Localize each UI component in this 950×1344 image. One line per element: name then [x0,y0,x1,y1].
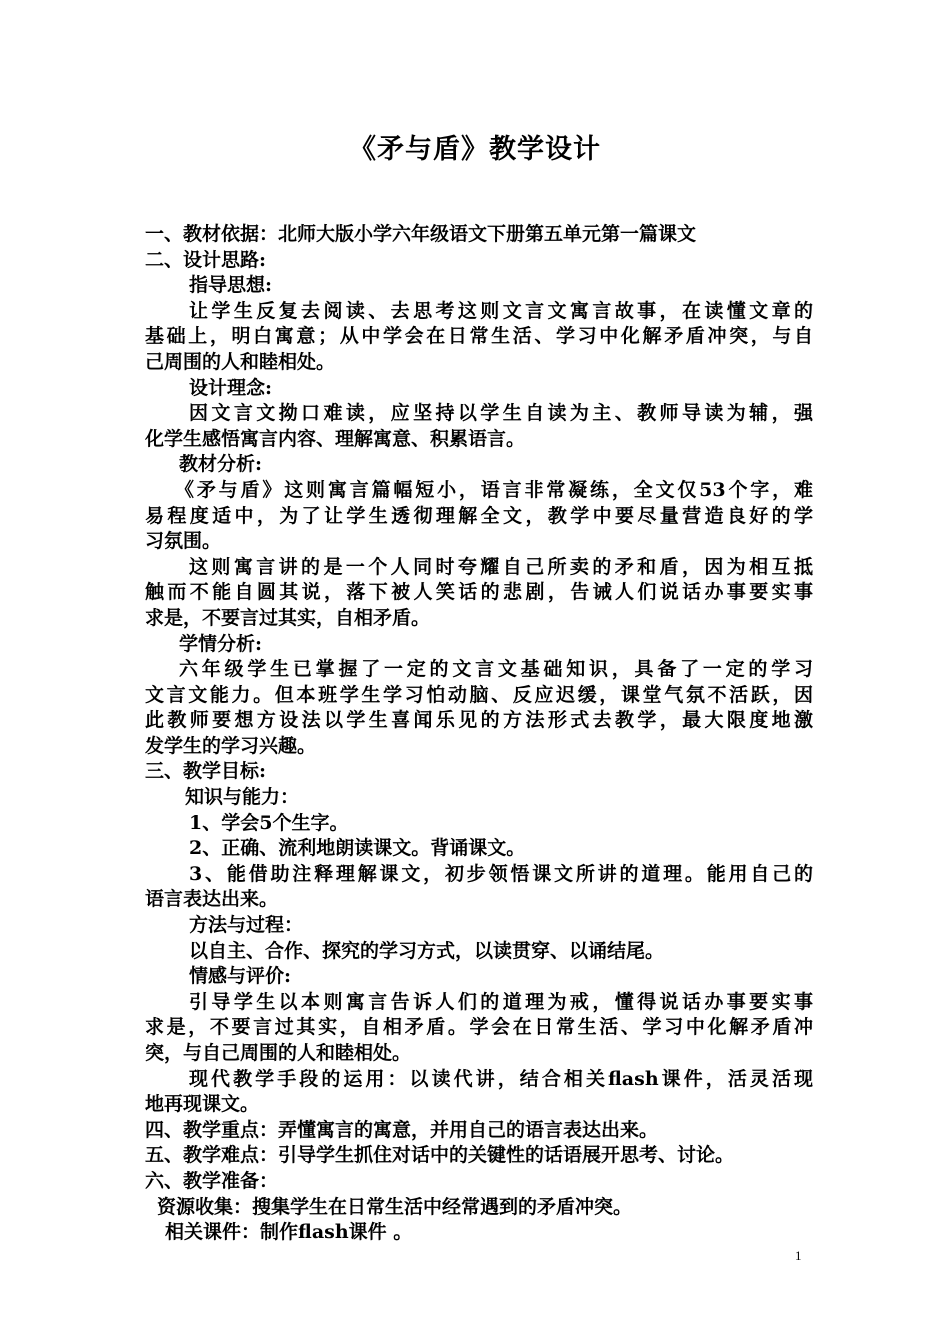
text-line: 《矛与盾》这则寓言篇幅短小，语言非常凝练，全文仅53个字，难 [175,478,813,501]
text-line: 易程度适中，为了让学生透彻理解全文，教学中要尽量营造良好的学 [145,504,813,527]
text-line: 触而不能自圆其说，落下被人笑话的悲剧，告诫人们说话办事要实事 [145,581,813,604]
text-line: 己周围的人和睦相处。 [145,350,336,373]
text-line: 习氛围。 [145,530,222,553]
text-line: 情感与评价: [189,965,292,988]
page-title: 《矛与盾》教学设计 [349,134,601,165]
text-line: 现代教学手段的运用：以读代讲，结合相关flash课件，活灵活现 [189,1067,813,1090]
text-line: 求是，不要言过其实，自相矛盾。 [145,606,431,629]
text-line: 三、教学目标: [145,760,267,783]
text-line: 突，与自己周围的人和睦相处。 [145,1042,412,1064]
text-line: 五、教学难点：引导学生抓住对话中的关键性的话语展开思考、讨论。 [145,1144,735,1167]
text-line: 3、能借助注释理解课文，初步领悟课文所讲的道理。能用自己的 [189,862,813,885]
text-line: 此教师要想方设法以学生喜闻乐见的方法形式去教学，最大限度地激 [145,709,813,732]
text-line: 一、教材依据：北师大版小学六年级语文下册第五单元第一篇课文 [145,223,697,245]
text-line: 引导学生以本则寓言告诉人们的道理为戒，懂得说话办事要实事 [189,990,813,1013]
text-line: 教材分析: [179,453,263,476]
text-line: 地再现课文。 [145,1093,260,1116]
text-line: 设计理念: [189,376,273,399]
text-line: 资源收集：搜集学生在日常生活中经常遇到的矛盾冲突。 [157,1195,633,1218]
text-line: 文言文能力。但本班学生学习怕动脑、反应迟缓，课堂气氛不活跃，因 [145,683,813,706]
text-line: 语言表达出来。 [145,888,279,911]
text-line: 2、正确、流利地朗读课文。背诵课文。 [189,837,526,860]
text-line: 让学生反复去阅读、去思考这则文言文寓言故事，在读懂文章的 [189,299,813,322]
text-line: 指导思想: [189,274,273,297]
text-line: 求是，不要言过其实，自相矛盾。学会在日常生活、学习中化解矛盾冲 [145,1016,813,1039]
text-line: 二、设计思路: [145,248,267,271]
text-line: 六、教学准备： [145,1169,279,1192]
text-line: 基础上，明白寓意；从中学会在日常生活、学习中化解矛盾冲突，与自 [145,325,813,348]
text-line: 以自主、合作、探究的学习方式，以读贯穿、以诵结尾。 [189,939,665,962]
text-line: 方法与过程： [189,914,304,937]
text-line: 化学生感悟寓言内容、理解寓意、积累语言。 [145,427,526,450]
text-line: 四、教学重点：弄懂寓言的寓意，并用自己的语言表达出来。 [145,1118,659,1141]
text-line: 1、学会5个生字。 [189,811,349,834]
text-line: 知识与能力： [185,786,300,809]
text-line: 这则寓言讲的是一个人同时夸耀自己所卖的矛和盾，因为相互抵 [189,555,813,578]
text-line: 学情分析: [179,632,263,655]
text-line: 六年级学生已掌握了一定的文言文基础知识，具备了一定的学习 [179,658,813,681]
text-line: 相关课件：制作flash课件 。 [165,1221,413,1244]
text-line: 因文言文拗口难读，应坚持以学生自读为主、教师导读为辅，强 [189,402,813,425]
document-body [145,222,813,1246]
text-line: 发学生的学习兴趣。 [145,734,317,757]
page-number: 1 [795,1248,802,1263]
